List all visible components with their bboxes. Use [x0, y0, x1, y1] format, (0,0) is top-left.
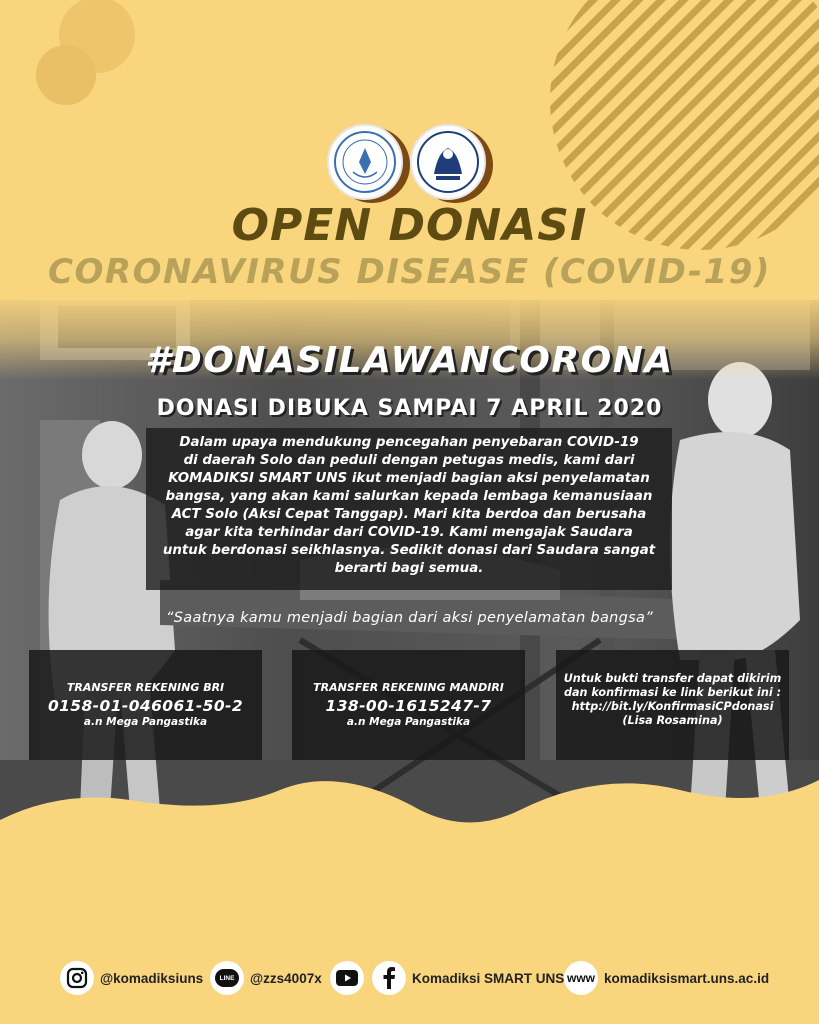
description-line: agar kita terhindar dari COVID-19. Kami mengajak Saudara	[185, 525, 633, 540]
bank-mandiri-panel	[292, 650, 525, 760]
hashtag-heading: #DONASILAWANCORONA	[145, 340, 674, 381]
description-line: berarti bagi semua.	[334, 561, 484, 576]
footer-facebook[interactable]	[372, 960, 564, 996]
instagram-handle: @komadiksiuns	[100, 970, 204, 986]
footer-website[interactable]	[564, 960, 769, 996]
description-line: bangsa, yang akan kami salurkan kepada lembaga kemanusiaan	[165, 489, 653, 504]
www-label: www	[566, 971, 595, 985]
confirmation-link[interactable]: http://bit.ly/KonfirmasiCPdonasi	[571, 700, 774, 713]
confirmation-line: Untuk bukti transfer dapat dikirim	[563, 672, 782, 685]
bank-account-name: a.n Mega Pangastika	[83, 716, 208, 728]
facebook-icon	[372, 961, 406, 995]
quote-text: “Saatnya kamu menjadi bagian dari aksi penyelamatan bangsa”	[165, 610, 654, 626]
description-line: KOMADIKSI SMART UNS ikut menjadi bagian aksi penyelamatan	[168, 471, 650, 486]
komadiksi-smart-logo	[410, 124, 486, 200]
line-handle: @zzs4007x	[250, 970, 322, 986]
bank-account-number: 138-00-1615247-7	[325, 697, 492, 715]
youtube-icon	[330, 961, 364, 995]
university-seal-logo	[327, 124, 403, 200]
smart-logo-icon	[412, 126, 484, 198]
bank-bri-panel	[29, 650, 262, 760]
description-line: di daerah Solo dan peduli dengan petugas medis, kami dari	[183, 453, 635, 468]
line-icon-label: LINE	[215, 969, 239, 987]
description-line: ACT Solo (Aksi Cepat Tanggap). Mari kita berdoa dan berusaha	[171, 507, 647, 522]
description-line: untuk berdonasi seikhlasnya. Sedikit donasi dari Saudara sangat	[162, 543, 656, 558]
page-title: OPEN DONASI	[231, 200, 588, 251]
description-panel	[146, 428, 672, 590]
globe-icon	[564, 961, 598, 995]
footer-instagram[interactable]	[60, 960, 203, 996]
description-line: Dalam upaya mendukung pencegahan penyebaran COVID-19	[179, 435, 639, 450]
deadline-heading: DONASI DIBUKA SAMPAI 7 APRIL 2020	[156, 396, 663, 421]
bank-label: TRANSFER REKENING BRI	[66, 681, 225, 694]
facebook-page: Komadiksi SMART UNS	[412, 970, 565, 986]
confirmation-line: dan konfirmasi ke link berikut ini :	[563, 686, 782, 699]
website-url: komadiksismart.uns.ac.id	[604, 970, 770, 986]
confirmation-contact: (Lisa Rosamina)	[622, 714, 723, 727]
footer-line[interactable]	[210, 960, 322, 996]
decor-circle-small	[36, 45, 96, 105]
instagram-icon	[60, 961, 94, 995]
bank-account-name: a.n Mega Pangastika	[346, 716, 471, 728]
footer-youtube[interactable]	[330, 960, 364, 996]
line-icon	[210, 961, 244, 995]
bank-label: TRANSFER REKENING MANDIRI	[313, 681, 504, 694]
page-subtitle: CORONAVIRUS DISEASE (COVID-19)	[48, 252, 771, 292]
confirmation-panel	[556, 650, 789, 760]
bank-account-number: 0158-01-046061-50-2	[47, 697, 244, 715]
seal-icon	[329, 126, 401, 198]
